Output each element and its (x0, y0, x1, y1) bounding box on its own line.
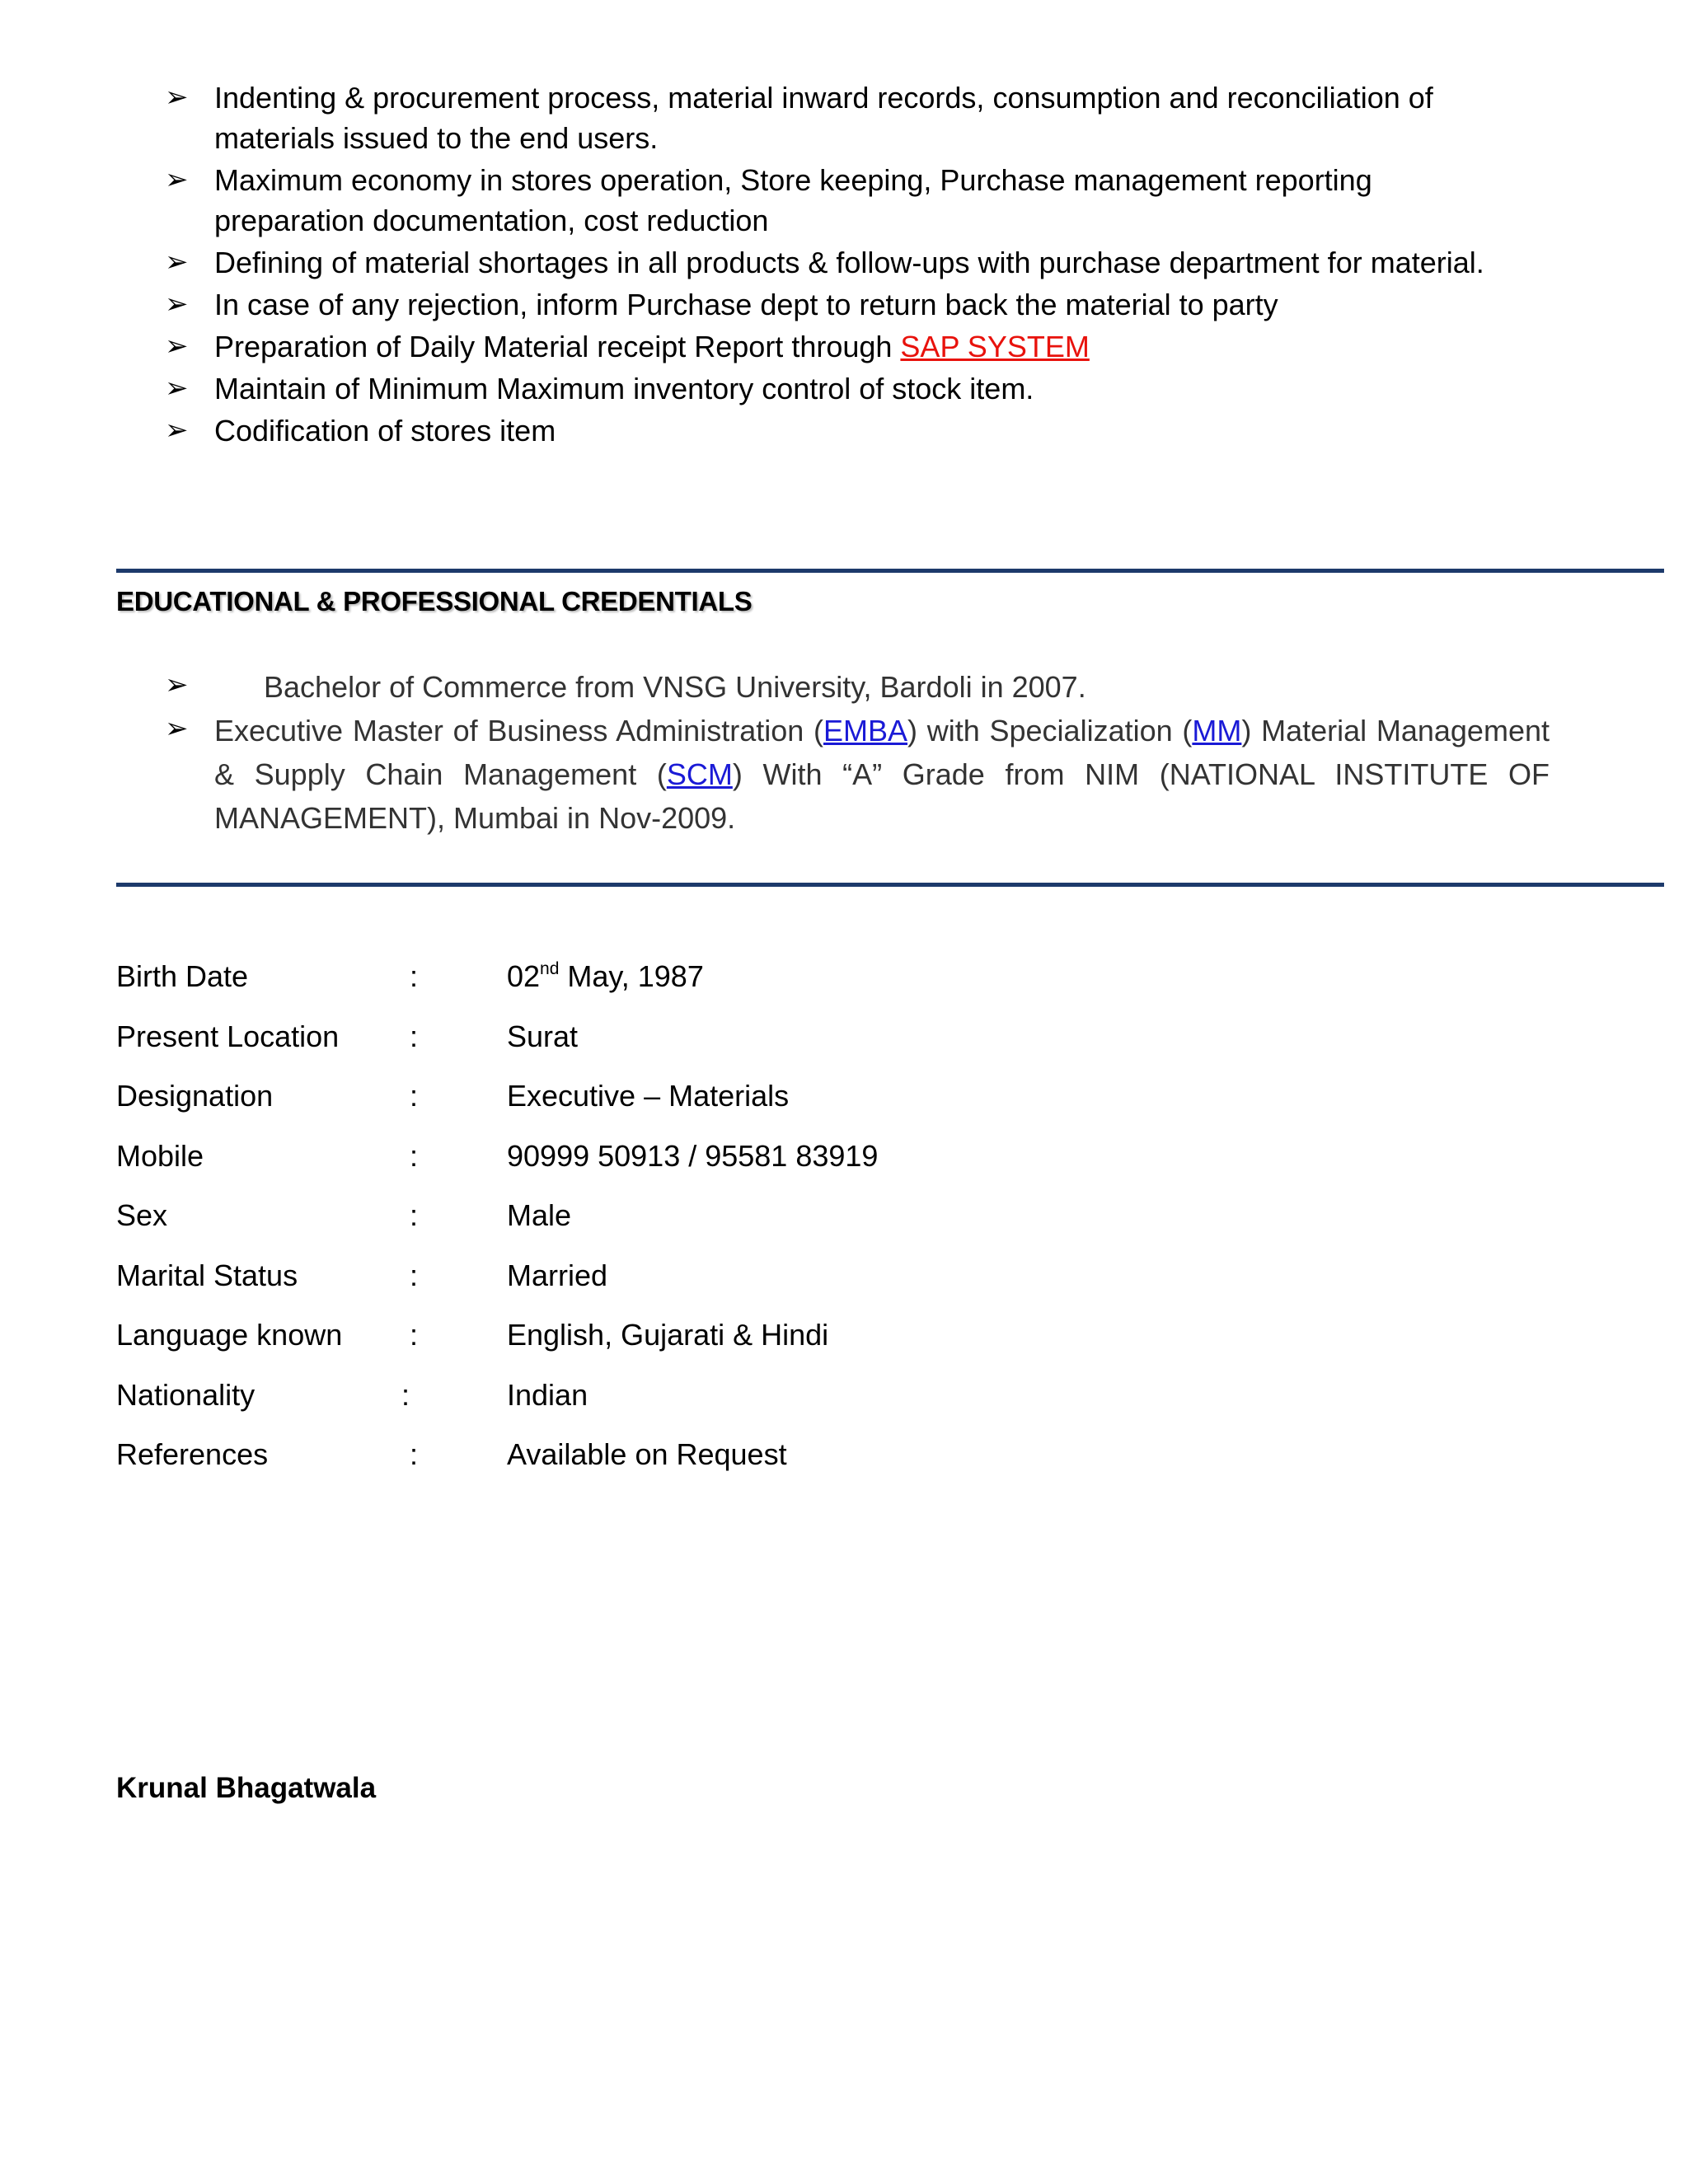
info-label: Present Location (116, 1019, 340, 1053)
text-fragment: ) Material Management & Supply Chain Management ( (214, 714, 1550, 791)
list-item-text: Indenting & procurement process, material inward records, consumption and reconciliation of (214, 81, 1433, 115)
arrow-bullet-icon: ➢ (165, 415, 189, 446)
info-colon: : (410, 1258, 419, 1292)
list-item (165, 242, 1566, 283)
info-value: 90999 50913 / 95581 83919 (507, 1138, 879, 1173)
info-label: Birth Date (116, 959, 249, 993)
info-value: Surat (507, 1019, 579, 1053)
list-item (165, 410, 1566, 451)
education-list (165, 665, 1550, 840)
text-fragment: Executive Master of Business Administration ( (214, 714, 823, 748)
list-item-text-cont: materials issued to the end users. (214, 121, 659, 155)
mm-link[interactable]: MM (1192, 714, 1242, 748)
arrow-bullet-icon: ➢ (165, 373, 189, 404)
list-item (165, 326, 1566, 367)
birth-month-year: May, 1987 (559, 959, 704, 993)
info-colon: : (410, 1138, 419, 1173)
info-colon: : (410, 1437, 419, 1471)
info-label: References (116, 1437, 269, 1471)
info-colon: : (410, 1318, 419, 1352)
info-value: Available on Request (507, 1437, 787, 1471)
section-divider-bottom (116, 883, 1664, 887)
info-value: Married (507, 1258, 608, 1292)
signature-name: Krunal Bhagatwala (116, 1772, 377, 1804)
list-item-text: Maximum economy in stores operation, Store keeping, Purchase management reporting (214, 163, 1372, 197)
info-label: Designation (116, 1079, 274, 1113)
info-label: Nationality (116, 1377, 256, 1412)
list-item (165, 77, 1566, 158)
list-item-text-cont: preparation documentation, cost reduction (214, 204, 769, 237)
info-label: Language known (116, 1318, 343, 1352)
info-colon: : (410, 1198, 419, 1232)
text-fragment: ) with Specialization ( (907, 714, 1193, 748)
info-colon: : (410, 1079, 419, 1113)
section-title: EDUCATIONAL & PROFESSIONAL CREDENTIALS (116, 586, 753, 616)
list-item-text: Defining of material shortages in all products & follow-ups with purchase department for material. (214, 246, 1484, 279)
list-item-text: Maintain of Minimum Maximum inventory control of stock item. (214, 372, 1034, 405)
info-colon: : (401, 1377, 410, 1412)
list-item (165, 160, 1566, 241)
responsibilities-list (165, 77, 1566, 452)
section-divider-top (116, 569, 1664, 573)
info-value: Indian (507, 1377, 588, 1412)
info-label: Sex (116, 1198, 168, 1232)
education-item-emba (214, 709, 1550, 840)
scm-link[interactable]: SCM (666, 757, 733, 791)
arrow-bullet-icon: ➢ (165, 82, 189, 113)
list-item (165, 368, 1566, 409)
list-item-text: In case of any rejection, inform Purchase dept to return back the material to party (214, 288, 1278, 321)
info-value: Male (507, 1198, 572, 1232)
arrow-bullet-icon: ➢ (165, 669, 189, 701)
list-item-text: Preparation of Daily Material receipt Report through (214, 330, 901, 363)
info-value: Executive – Materials (507, 1079, 790, 1113)
birth-day-suffix: nd (540, 959, 560, 978)
arrow-bullet-icon: ➢ (165, 330, 189, 362)
birth-day: 02 (507, 959, 541, 993)
list-item (165, 665, 1550, 709)
arrow-bullet-icon: ➢ (165, 246, 189, 278)
info-value (507, 956, 704, 997)
list-item (165, 284, 1566, 325)
info-label: Mobile (116, 1138, 204, 1173)
info-value: English, Gujarati & Hindi (507, 1318, 829, 1352)
info-colon: : (410, 959, 419, 993)
list-item-text: Codification of stores item (214, 414, 556, 448)
education-item-bcom: Bachelor of Commerce from VNSG University, Bardoli in 2007. (264, 670, 1086, 704)
arrow-bullet-icon: ➢ (165, 288, 189, 320)
sap-system-link[interactable]: SAP SYSTEM (900, 330, 1090, 363)
text-fragment: ) With “A” Grade from NIM (NATIONAL INSTITUTE OF MANAGEMENT), Mumbai in Nov-2009. (214, 757, 1550, 835)
arrow-bullet-icon: ➢ (165, 713, 189, 744)
info-colon: : (410, 1019, 419, 1053)
arrow-bullet-icon: ➢ (165, 164, 189, 195)
info-label: Marital Status (116, 1258, 298, 1292)
emba-link[interactable]: EMBA (823, 714, 908, 748)
list-item (165, 709, 1550, 840)
